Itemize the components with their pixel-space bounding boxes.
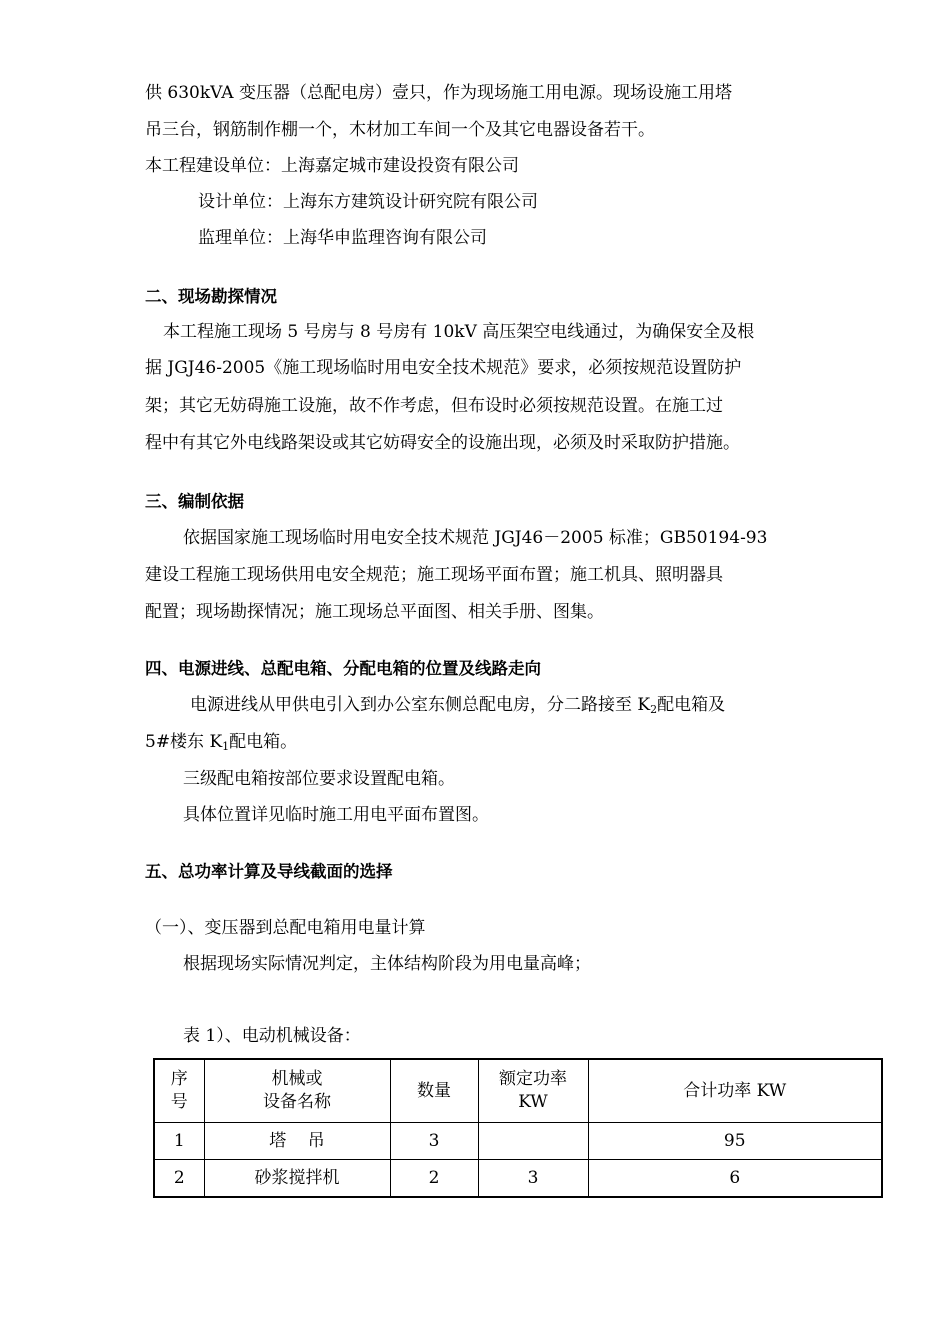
- table-row: [154, 1123, 882, 1160]
- section4-para-2-tail: 配电箱。: [229, 732, 298, 752]
- section3-heading: 三、编制依据: [145, 492, 244, 511]
- header-name: [204, 1059, 390, 1123]
- cell-name: 塔 吊: [204, 1123, 390, 1160]
- section3-line-2: 建设工程施工现场供用电安全规范；施工现场平面布置；施工机具、照明器具: [145, 565, 723, 585]
- subscript-2: 2: [650, 703, 658, 716]
- cell-name: 砂浆搅拌机: [204, 1160, 390, 1198]
- header-qty: 数量: [390, 1059, 478, 1123]
- header-rated: [478, 1059, 588, 1123]
- designer-line: 设计单位：上海东方建筑设计研究院有限公司: [198, 192, 538, 212]
- section4-para-1: [190, 694, 725, 721]
- section2-line-1: 本工程施工现场 5 号房与 8 号房有 10kV 高压架空电线通过，为确保安全及根: [163, 322, 755, 342]
- cell-seq: 2: [154, 1160, 204, 1198]
- section4-para-2-text: 5#楼东 K: [145, 732, 223, 752]
- section3-line-3: 配置；现场勘探情况；施工现场总平面图、相关手册、图集。: [145, 602, 604, 622]
- table-row: [154, 1160, 882, 1198]
- section2-line-3: 架；其它无妨碍施工设施，故不作考虑，但布设时必须按规范设置。在施工过: [145, 396, 723, 416]
- cell-total: 95: [588, 1123, 882, 1160]
- section2-heading: 二、现场勘探情况: [145, 287, 277, 306]
- section3-line-1: 依据国家施工现场临时用电安全技术规范 JGJ46－2005 标准；GB50194-93: [183, 528, 768, 548]
- header-total: 合计功率 KW: [588, 1059, 882, 1123]
- header-seq-line-2: 号: [170, 1092, 188, 1112]
- header-rated-line-2: KW: [518, 1092, 548, 1112]
- header-seq: [154, 1059, 204, 1123]
- supervisor-line: 监理单位：上海华申监理咨询有限公司: [198, 228, 487, 248]
- section4-para-4: 具体位置详见临时施工用电平面布置图。: [183, 805, 489, 825]
- header-name-line-1: 机械或: [271, 1069, 323, 1089]
- table-header-row: [154, 1059, 882, 1123]
- section5-paragraph: 根据现场实际情况判定，主体结构阶段为用电量高峰；: [183, 954, 591, 974]
- intro-line-1: 供 630kVA 变压器（总配电房）壹只，作为现场施工用电源。现场设施工用塔: [145, 83, 732, 103]
- section4-para-2: [145, 731, 297, 758]
- section5-heading: 五、总功率计算及导线截面的选择: [145, 862, 393, 881]
- table-caption: 表 1）、电动机械设备：: [183, 1026, 361, 1046]
- equipment-table: [153, 1058, 883, 1198]
- builder-line: 本工程建设单位：上海嘉定城市建设投资有限公司: [145, 156, 519, 176]
- subscript-1: 1: [222, 740, 230, 753]
- section2-line-4: 程中有其它外电线路架设或其它妨碍安全的设施出现，必须及时采取防护措施。: [145, 433, 740, 453]
- cell-total: 6: [588, 1160, 882, 1198]
- header-seq-line-1: 序: [170, 1069, 188, 1089]
- section2-line-2: 据 JGJ46-2005《施工现场临时用电安全技术规范》要求，必须按规范设置防护: [145, 358, 742, 378]
- section5-subheading: （一）、变压器到总配电箱用电量计算: [145, 918, 426, 938]
- section4-para-3: 三级配电箱按部位要求设置配电箱。: [183, 769, 455, 789]
- header-name-line-2: 设备名称: [263, 1092, 331, 1112]
- section4-heading: 四、电源进线、总配电箱、分配电箱的位置及线路走向: [145, 659, 541, 678]
- cell-rated: 3: [478, 1160, 588, 1198]
- cell-seq: 1: [154, 1123, 204, 1160]
- section4-para-1-tail: 配电箱及: [657, 695, 726, 715]
- cell-qty: 3: [390, 1123, 478, 1160]
- intro-line-2: 吊三台，钢筋制作棚一个，木材加工车间一个及其它电器设备若干。: [145, 120, 655, 140]
- header-rated-line-1: 额定功率: [499, 1069, 567, 1089]
- cell-qty: 2: [390, 1160, 478, 1198]
- cell-rated: [478, 1123, 588, 1160]
- section4-para-1-text: 电源进线从甲供电引入到办公室东侧总配电房，分二路接至 K: [190, 695, 651, 715]
